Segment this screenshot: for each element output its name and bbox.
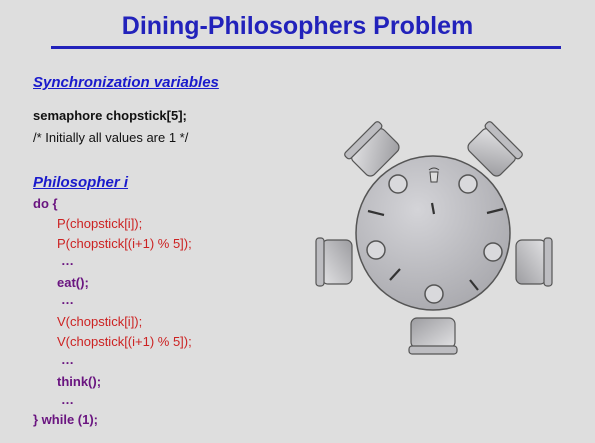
code-v-chopstick-next: V(chopstick[(i+1) % 5]); [57,334,192,349]
code-ellipsis: … [61,292,74,307]
code-v-chopstick-i: V(chopstick[i]); [57,314,143,329]
slide-title: Dining-Philosophers Problem [121,12,474,40]
chair-right [516,238,552,286]
code-eat: eat(); [57,275,89,290]
plate [389,175,407,193]
code-do: do { [33,196,58,211]
plate [459,175,477,193]
code-p-chopstick-i: P(chopstick[i]); [57,216,143,231]
sync-variables-heading: Synchronization variables [33,74,219,91]
code-ellipsis: … [61,392,74,407]
dining-table-diagram [310,110,560,360]
code-think: think(); [57,374,102,389]
plate [367,241,385,259]
plate [425,285,443,303]
initial-values-comment: /* Initially all values are 1 */ [33,130,189,145]
philosopher-heading: Philosopher i [33,174,129,191]
chair-left [316,238,352,286]
chair-bottom [409,318,457,354]
code-ellipsis: … [61,253,74,268]
title-underline [51,46,561,49]
code-ellipsis: … [61,352,74,367]
semaphore-declaration: semaphore chopstick[5]; [33,108,187,123]
code-while: } while (1); [33,412,99,427]
plate [484,243,502,261]
code-p-chopstick-next: P(chopstick[(i+1) % 5]); [57,236,192,251]
